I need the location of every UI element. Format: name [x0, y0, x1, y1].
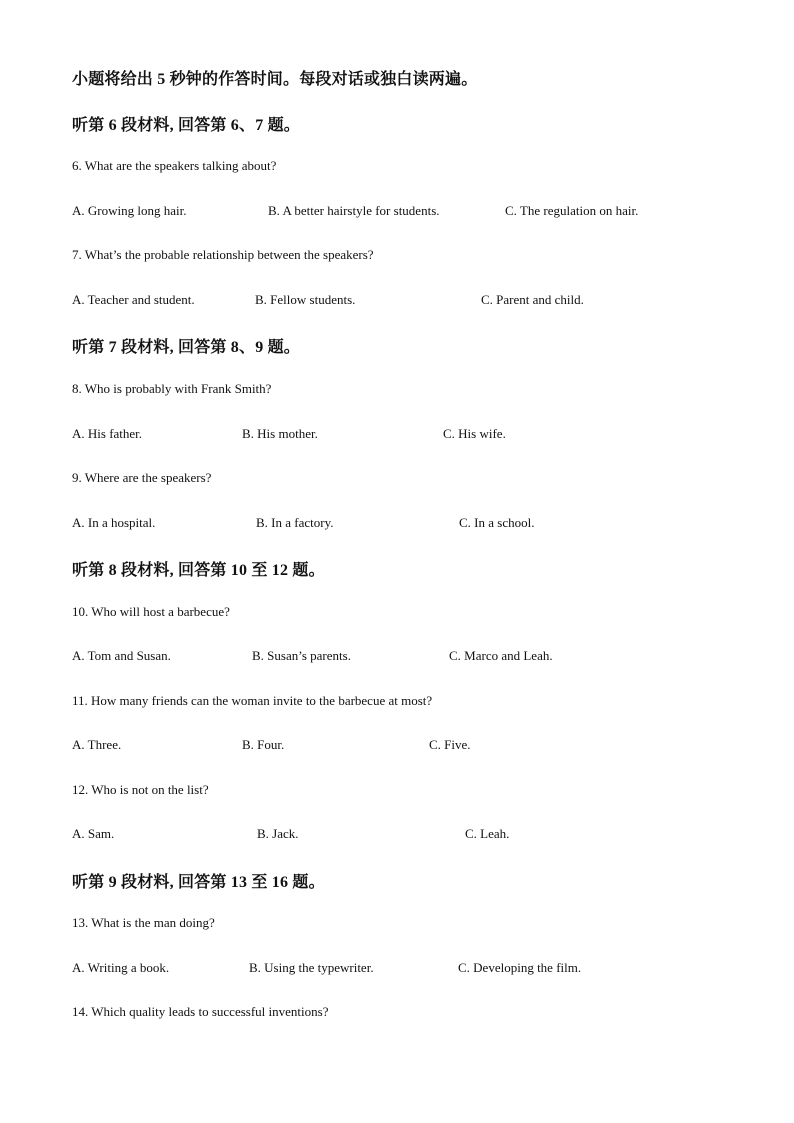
question-10-option-a: A. Tom and Susan. [72, 648, 171, 663]
question-9: 9. Where are the speakers? [72, 470, 212, 485]
question-6: 6. What are the speakers talking about? [72, 158, 277, 173]
question-12-option-a: A. Sam. [72, 826, 115, 841]
question-13-option-b: B. Using the typewriter. [249, 960, 374, 975]
section-heading-7: 听第 7 段材料, 回答第 8、9 题。 [72, 339, 301, 356]
question-7-option-c: C. Parent and child. [481, 292, 584, 307]
section-heading-6: 听第 6 段材料, 回答第 6、7 题。 [72, 117, 301, 134]
question-12: 12. Who is not on the list? [72, 782, 209, 797]
question-10-option-b: B. Susan’s parents. [252, 648, 351, 663]
question-7-option-b: B. Fellow students. [255, 292, 356, 307]
question-7: 7. What’s the probable relationship between the speakers? [72, 247, 374, 262]
question-13: 13. What is the man doing? [72, 915, 215, 930]
question-10: 10. Who will host a barbecue? [72, 604, 230, 619]
question-6-option-c: C. The regulation on hair. [505, 203, 639, 218]
question-8: 8. Who is probably with Frank Smith? [72, 381, 272, 396]
question-14: 14. Which quality leads to successful inventions? [72, 1004, 329, 1019]
question-11-option-a: A. Three. [72, 737, 122, 752]
question-12-option-c: C. Leah. [465, 826, 510, 841]
intro-text: 小题将给出 5 秒钟的作答时间。每段对话或独白读两遍。 [72, 71, 478, 88]
question-13-option-c: C. Developing the film. [458, 960, 582, 975]
section-heading-9: 听第 9 段材料, 回答第 13 至 16 题。 [72, 874, 325, 891]
question-10-option-c: C. Marco and Leah. [449, 648, 553, 663]
question-8-option-a: A. His father. [72, 426, 143, 441]
question-6-option-a: A. Growing long hair. [72, 203, 187, 218]
question-7-option-a: A. Teacher and student. [72, 292, 195, 307]
question-9-option-c: C. In a school. [459, 515, 535, 530]
question-8-option-c: C. His wife. [443, 426, 506, 441]
question-11-option-b: B. Four. [242, 737, 285, 752]
question-6-option-b: B. A better hairstyle for students. [268, 203, 440, 218]
question-12-option-b: B. Jack. [257, 826, 299, 841]
section-heading-8: 听第 8 段材料, 回答第 10 至 12 题。 [72, 562, 325, 579]
question-11-option-c: C. Five. [429, 737, 471, 752]
question-11: 11. How many friends can the woman invite to the barbecue at most? [72, 693, 433, 708]
question-8-option-b: B. His mother. [242, 426, 318, 441]
question-13-option-a: A. Writing a book. [72, 960, 170, 975]
question-9-option-a: A. In a hospital. [72, 515, 156, 530]
question-9-option-b: B. In a factory. [256, 515, 334, 530]
